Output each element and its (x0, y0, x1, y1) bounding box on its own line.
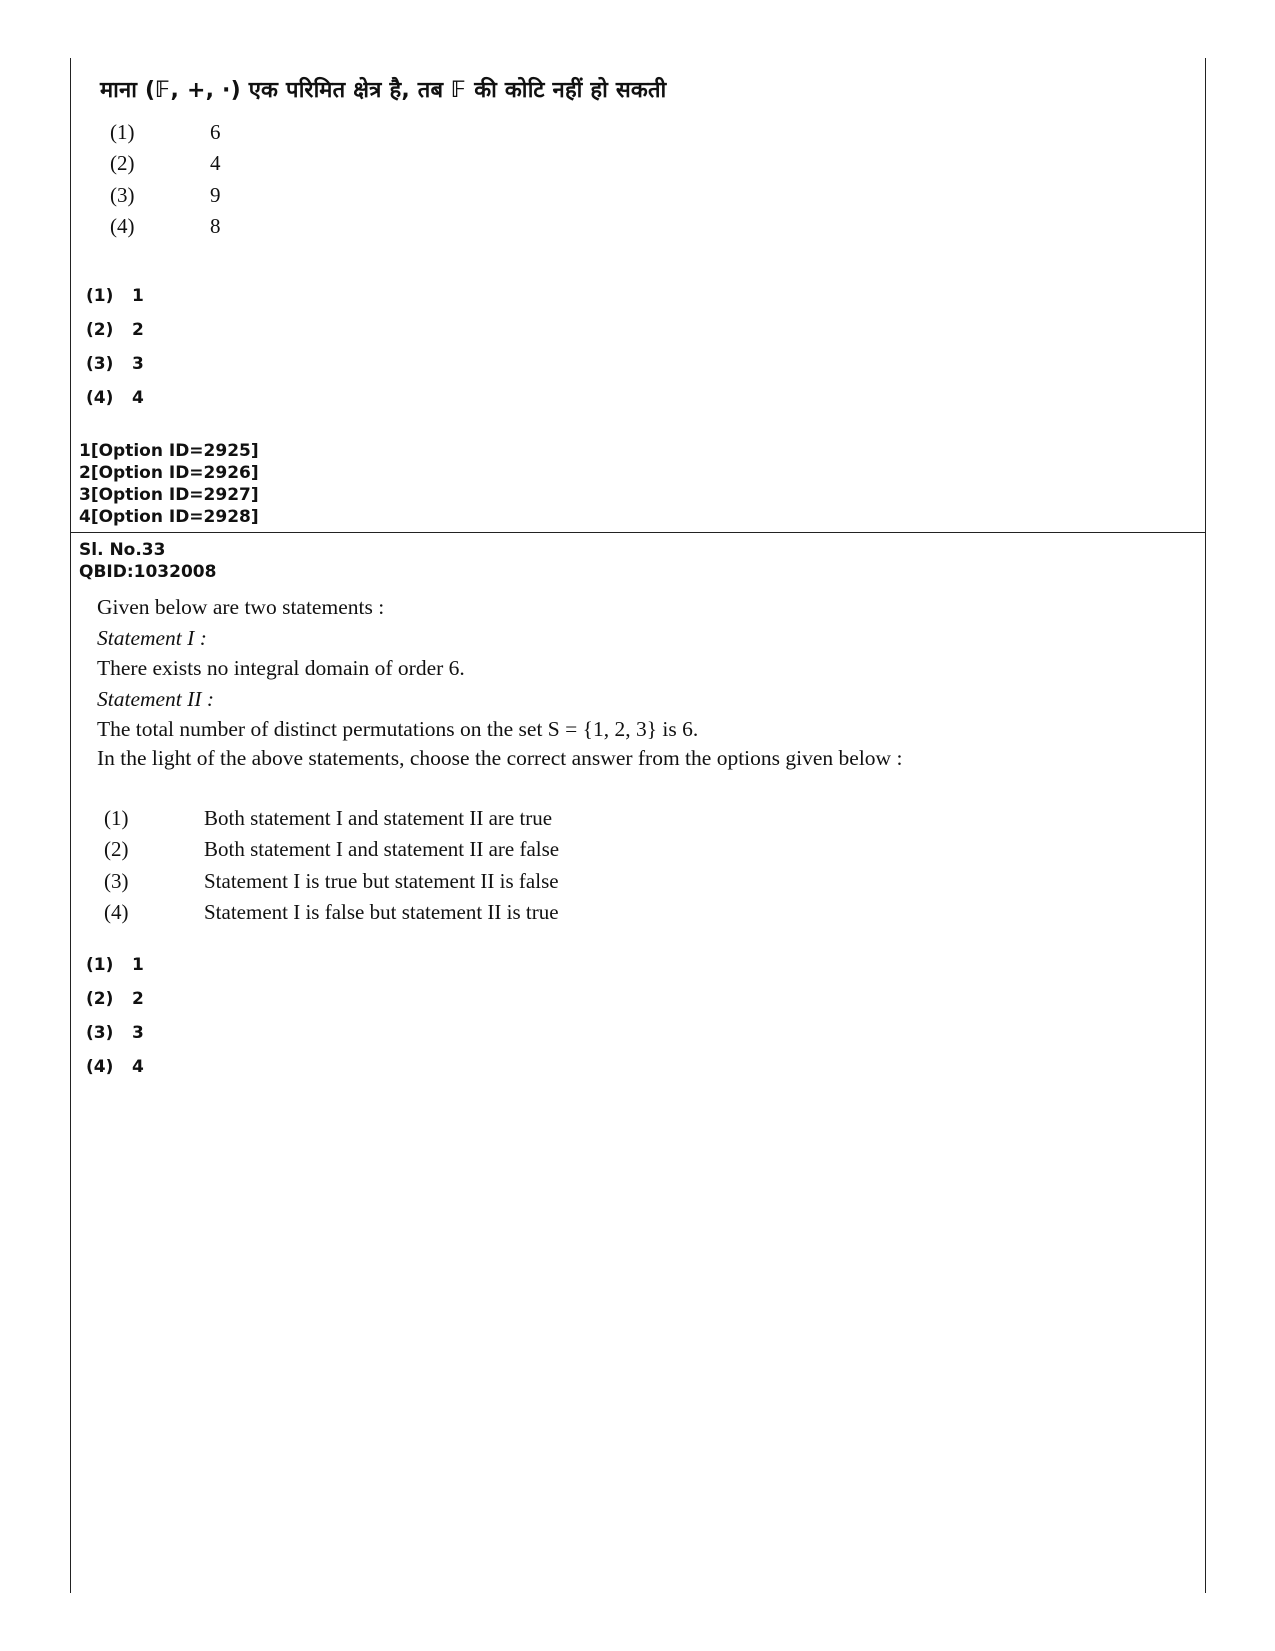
answer-value: 3 (132, 1023, 144, 1043)
answer-value: 1 (132, 955, 144, 975)
answer-option[interactable] (86, 388, 144, 408)
answer-number: (3) (86, 1023, 114, 1043)
q32-question-text: माना (𝔽, +, ·) एक परिमित क्षेत्र है, तब 𝔽 की कोटि नहीं हो सकती (100, 78, 667, 103)
answer-number: (2) (86, 989, 114, 1009)
answer-number: (1) (86, 955, 114, 975)
q33-statement1-label: Statement I : (97, 625, 207, 650)
option-number: (1) (110, 120, 135, 144)
q33-intro: Given below are two statements : (97, 595, 385, 619)
q33-instruction: In the light of the above statements, choose the correct answer from the options given below : (97, 745, 903, 770)
option-id-line: 2[Option ID=2926] (79, 463, 259, 483)
option-number: (3) (104, 869, 129, 893)
answer-option[interactable] (86, 320, 144, 340)
option-value: Both statement I and statement II are true (204, 806, 553, 830)
q33-meta (79, 539, 216, 583)
answer-value: 4 (132, 388, 144, 408)
option-id-line: 3[Option ID=2927] (79, 485, 259, 505)
answer-option[interactable] (86, 989, 144, 1009)
option-number: (1) (104, 806, 129, 830)
answer-option[interactable] (86, 354, 144, 374)
option-number: (4) (104, 900, 129, 924)
answer-number: (1) (86, 286, 114, 306)
option-number: (4) (110, 214, 135, 238)
option-value: 9 (210, 183, 221, 207)
question-divider (70, 532, 1206, 533)
option-value: Both statement I and statement II are false (204, 837, 560, 861)
serial-number: Sl. No.33 (79, 540, 166, 560)
answer-value: 3 (132, 354, 144, 374)
q33-question-body (97, 592, 917, 771)
option-id-line: 1[Option ID=2925] (79, 441, 259, 461)
option-number: (2) (104, 837, 129, 861)
q33-statement2-label: Statement II : (97, 686, 215, 711)
answer-option[interactable] (86, 955, 144, 975)
answer-number: (4) (86, 1057, 114, 1077)
q32-option-ids (79, 440, 259, 528)
option-value: 4 (210, 151, 221, 175)
option-value: Statement I is false but statement II is true (204, 900, 559, 924)
option-id-line: 4[Option ID=2928] (79, 507, 259, 527)
option-value: 6 (210, 120, 221, 144)
answer-option[interactable] (86, 286, 144, 306)
answer-option[interactable] (86, 1023, 144, 1043)
answer-option[interactable] (86, 1057, 144, 1077)
option-number: (3) (110, 183, 135, 207)
answer-value: 2 (132, 320, 144, 340)
answer-value: 4 (132, 1057, 144, 1077)
answer-value: 2 (132, 989, 144, 1009)
option-value: 8 (210, 214, 221, 238)
qbid: QBID:1032008 (79, 562, 217, 582)
option-value: Statement I is true but statement II is false (204, 869, 559, 893)
answer-number: (4) (86, 388, 114, 408)
q33-statement2: The total number of distinct permutations on the set S = {1, 2, 3} is 6. (97, 717, 699, 741)
answer-value: 1 (132, 286, 144, 306)
q33-statement1: There exists no integral domain of order 6. (97, 656, 465, 680)
answer-number: (2) (86, 320, 114, 340)
option-number: (2) (110, 151, 135, 175)
answer-number: (3) (86, 354, 114, 374)
